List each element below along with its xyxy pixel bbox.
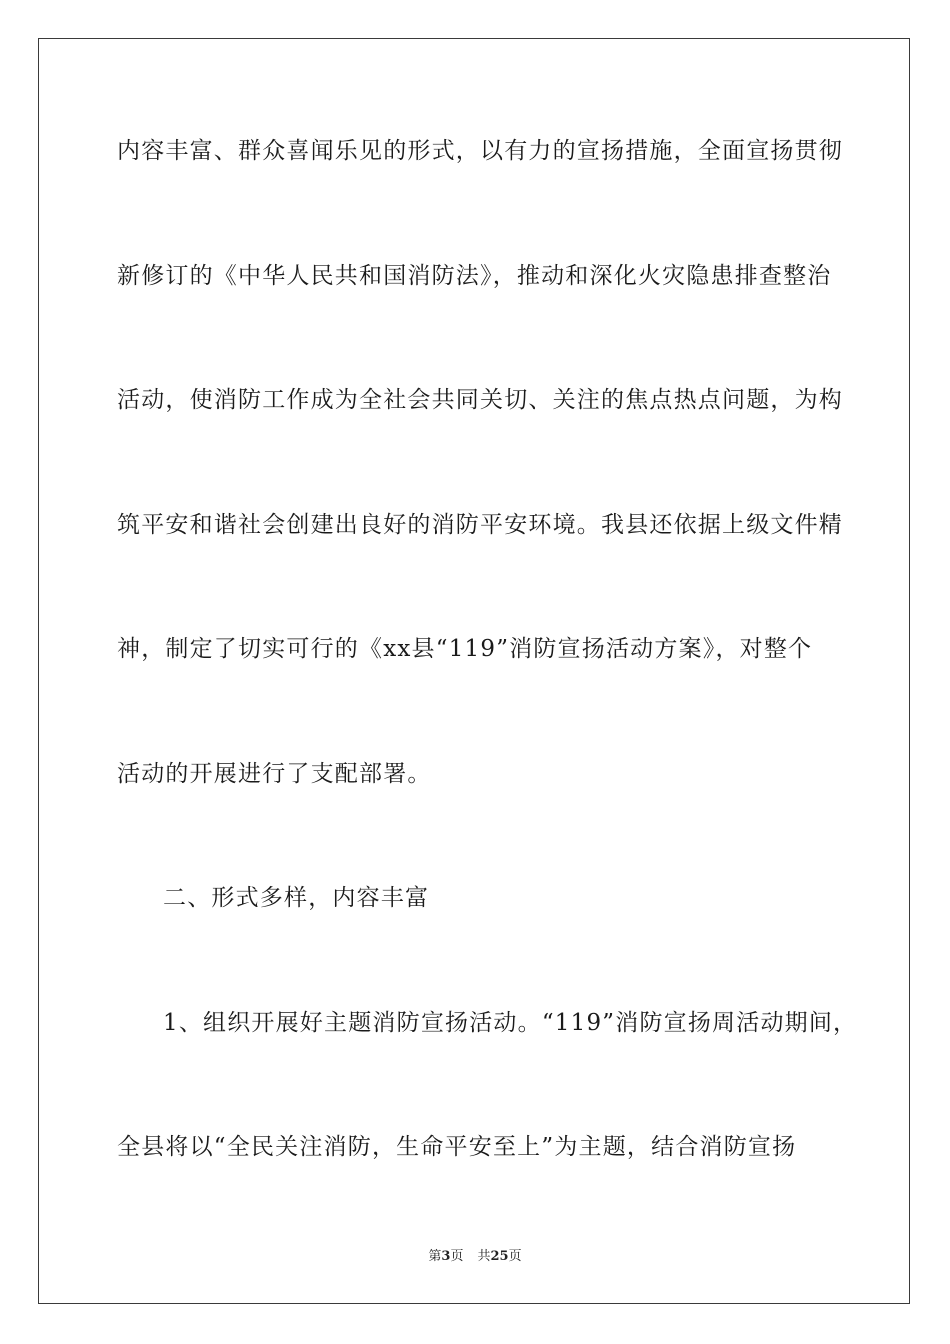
page-number: 3 [441, 1249, 451, 1264]
body-text-line-9: 全县将以“全民关注消防，生命平安至上”为主题，结合消防宣扬 [117, 1134, 797, 1160]
page-footer [0, 1248, 950, 1266]
body-text-line-5: 神，制定了切实可行的《xx县“119”消防宣扬活动方案》，对整个 [117, 636, 813, 662]
total-label-suffix: 页 [508, 1249, 522, 1264]
page-label-suffix: 页 [450, 1249, 464, 1264]
body-text-line-1: 内容丰富、群众喜闻乐见的形式，以有力的宣扬措施，全面宣扬贯彻 [117, 138, 843, 164]
total-pages: 25 [490, 1249, 509, 1264]
section-heading: 二、形式多样，内容丰富 [163, 885, 430, 911]
page-label-prefix: 第 [428, 1249, 442, 1264]
body-text-line-4: 筑平安和谐社会创建出良好的消防平安环境。我县还依据上级文件精 [117, 512, 843, 538]
body-text-line-3: 活动，使消防工作成为全社会共同关切、关注的焦点热点问题，为构 [117, 387, 843, 413]
body-text-line-2: 新修订的《中华人民共和国消防法》，推动和深化火灾隐患排查整治 [117, 263, 832, 289]
body-text-line-6: 活动的开展进行了支配部署。 [117, 761, 432, 787]
total-label-prefix: 共 [477, 1249, 491, 1264]
body-text-line-8: 1、组织开展好主题消防宣扬活动。“119”消防宣扬周活动期间， [163, 1010, 858, 1036]
page-border [38, 38, 910, 1304]
